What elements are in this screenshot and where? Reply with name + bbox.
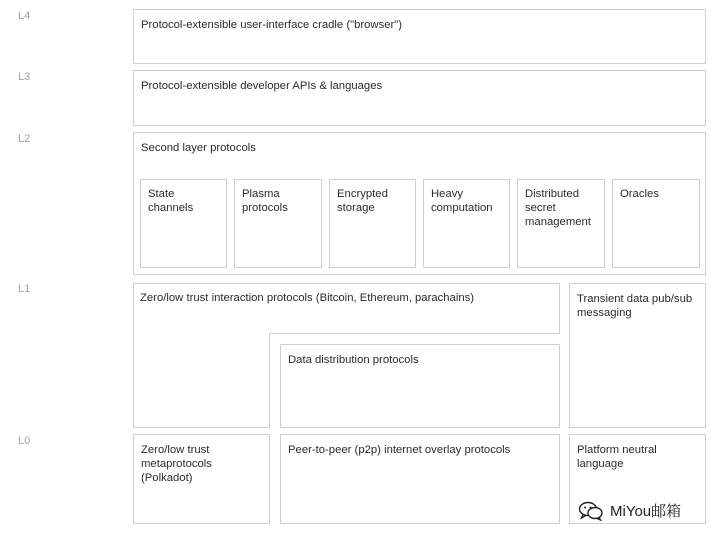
level-label-l4: L4 — [18, 10, 31, 22]
data-distribution-box — [280, 344, 560, 428]
level-label-l0: L0 — [18, 435, 31, 447]
p2p-overlay-label: Peer-to-peer (p2p) internet overlay protocols — [288, 444, 511, 456]
secret-management-label: Distributed secret management — [525, 188, 591, 228]
state-channels-label: State channels — [148, 188, 194, 214]
developer-apis-label: Protocol-extensible developer APIs & languages — [141, 80, 383, 92]
transient-pubsub-label: Transient data pub/sub messaging — [577, 293, 693, 319]
level-label-l2: L2 — [18, 133, 31, 145]
second-layer-title: Second layer protocols — [141, 142, 256, 154]
level-label-l3: L3 — [18, 71, 31, 83]
encrypted-storage-label: Encrypted storage — [337, 188, 388, 214]
transient-pubsub-box — [569, 283, 706, 428]
metaprotocols-box — [133, 434, 270, 524]
watermark — [578, 500, 681, 521]
platform-neutral-label: Platform neutral language — [577, 444, 657, 470]
metaprotocols-label: Zero/low trust metaprotocols (Polkadot) — [141, 444, 212, 484]
data-distribution-label: Data distribution protocols — [288, 354, 419, 366]
oracles-label: Oracles — [620, 188, 659, 200]
zero-trust-label: Zero/low trust interaction protocols (Bitcoin, Ethereum, parachains) — [140, 292, 475, 304]
level-label-l1: L1 — [18, 283, 31, 295]
heavy-computation-label: Heavy computation — [431, 188, 493, 214]
ui-cradle-label: Protocol-extensible user-interface cradle ("browser") — [141, 19, 403, 31]
wechat-icon — [578, 501, 604, 521]
plasma-protocols-label: Plasma protocols — [242, 188, 288, 214]
watermark-text: MiYou邮箱 — [610, 503, 682, 520]
p2p-overlay-box — [280, 434, 560, 524]
